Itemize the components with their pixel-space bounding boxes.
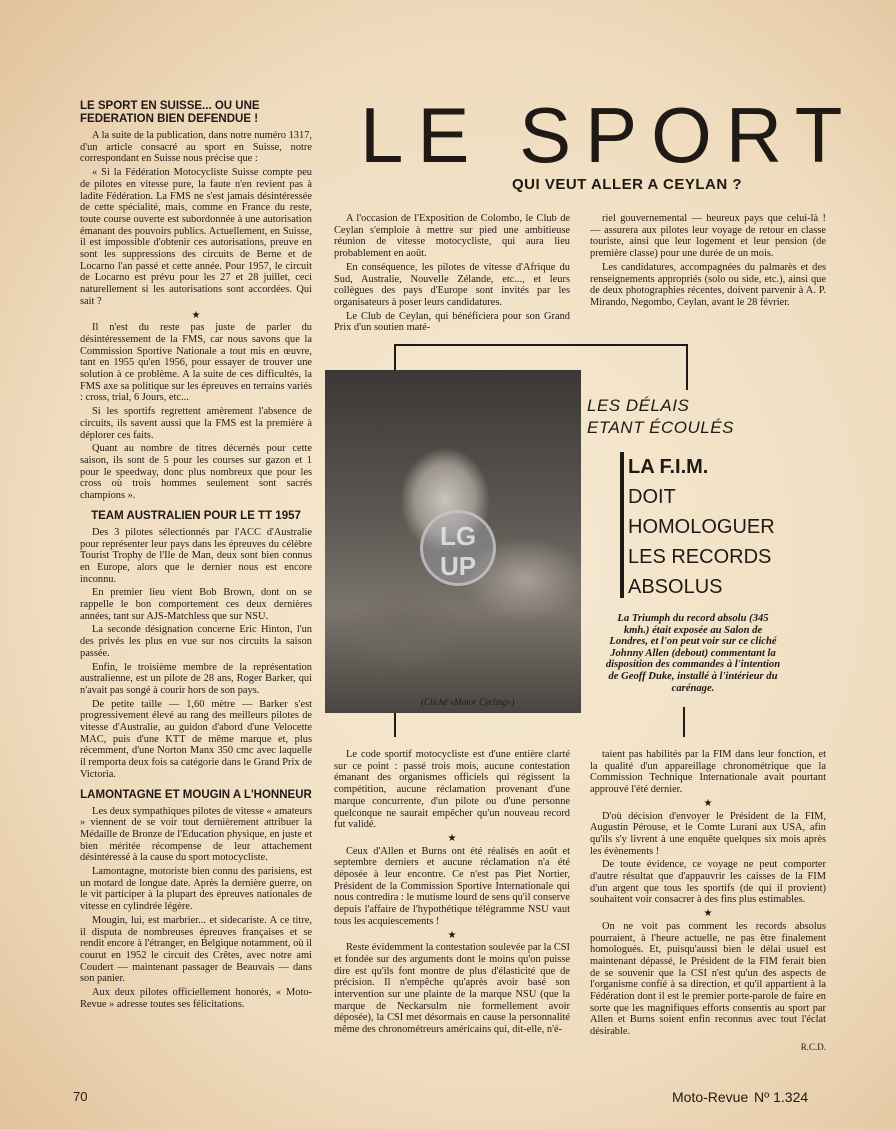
separator-star: ★ — [703, 797, 713, 809]
paragraph: On ne voit pas comment les records absolus pourraient, à l'heure actuelle, ne pas être finalement homologués. Et, puisqu'aussi bien le délai usuel est maintenant dépassé, le Président de la FIM ferait bien de se souvenir que la CSI n'est qu'un des aspects de l'organisme confié à sa direction, et qu'il appartient à la Fédération dont il est le premier porte-parole de faire en sorte que les magnifiques efforts consentis au sport par Allen et Burns soient enfin reconnus avec tout l'éclat désirable. — [590, 920, 826, 1038]
feature-headline — [628, 452, 775, 602]
body-column-2 — [590, 749, 826, 1038]
intro-column-2 — [590, 213, 826, 311]
signature: R.C.D. — [800, 1041, 826, 1052]
rule-vertical-left — [394, 344, 396, 370]
paragraph: Ceux d'Allen et Burns ont été réalisés en août et septembre derniers et aucune réclamation n'a été déposée à leur encontre. Ce n'est pas Piet Nortier, Président de la Commission Sportive Internationale qui nous contredira : le mutisme lourd de sens qu'il conserve depuis l'affaire de l'hypothétique télégramme NSU vaut tous les acquiescements ! — [334, 845, 570, 927]
page-subtitle: QUI VEUT ALLER A CEYLAN ? — [512, 176, 742, 193]
paragraph: Le Club de Ceylan, qui bénéficiera pour son Grand Prix d'un soutien maté- — [334, 310, 570, 334]
separator-star: ★ — [447, 929, 457, 941]
paragraph: taient pas habilités par la FIM dans leur fonction, et la qualité d'un appareillage chronométrique que la Commission Technique Internationale avait pourtant approuvé l'été dernier. — [590, 749, 826, 796]
paragraph: D'où décision d'envoyer le Président de la FIM, Augustin Pérouse, et le Comte Lurani aux USA, afin qu'ils s'y livrent à une enquête quelques six mois après les évènements ! — [590, 810, 826, 857]
section-title-lamontagne: LAMONTAGNE ET MOUGIN A L'HONNEUR — [80, 788, 312, 801]
feature-kicker-line-1: LES DÉLAIS — [587, 396, 690, 415]
magazine-name: Moto-Revue — [672, 1089, 749, 1105]
paragraph: A la suite de la publication, dans notre numéro 1317, d'un article consacré au sport en Suisse, notre correspondant en Suisse nous précise que : — [80, 130, 312, 165]
section-title-suisse: LE SPORT EN SUISSE... OU UNE FEDERATION BIEN DEFENDUE ! — [80, 100, 260, 125]
paragraph: Le code sportif motocycliste est d'une entière clarté sur ce point : passé trois mois, aucune contestation émanant des organismes officiels qui régissent la compétition, aucune réclamation provenant d'une marque concurrente, d'un pilote ou d'une personne quelconque ne saurait empêcher qu'un nouveau record fut validé. — [334, 749, 570, 831]
body-column-1 — [334, 749, 570, 1038]
paragraph: Reste évidemment la contestation soulevée par la CSI et fondée sur des arguments dont le moins qu'on puisse dire est qu'ils font montre de plus d'élasticité que de précision. Il n'empêche qu'après avoir basé son intervention sur une plainte de la marque NSU (que la marque de Neckarsulm nie formellement avoir déposée), la CSI met désormais en cause la personnalité même des chronométreurs américains qui, dit-elle, n'é- — [334, 942, 570, 1036]
paragraph: Si les sportifs regrettent amèrement l'absence de circuits, ils savent aussi que la FMS est la première à déplorer ces faits. — [80, 406, 312, 441]
page-number: 70 — [73, 1089, 88, 1104]
paragraph: A l'occasion de l'Exposition de Colombo, le Club de Ceylan s'emploie à mettre sur pied une ambitieuse réunion de vitesse motocycliste, qui aura lieu probablement en août. — [334, 213, 570, 260]
rule-vertical-right — [686, 344, 688, 390]
rule-horizontal — [394, 344, 687, 346]
feature-kicker — [587, 395, 734, 439]
paragraph: Les candidatures, accompagnées du palmarès et des renseignements appropriés (solo ou side, etc.), ainsi que de deux photographies récentes, doivent parvenir à A. P. Mirando, Negombo, Ceylan, avant le 28 février. — [590, 261, 826, 308]
issue-number: Nº 1.324 — [754, 1089, 809, 1105]
rule-photo-bottom — [394, 713, 396, 737]
paragraph: En premier lieu vient Bob Brown, dont on se rappelle le bon comportement ces deux dernières années, tant sur AJS-Matchless que sur NSU. — [80, 587, 312, 622]
headline-line-3: HOMOLOGUER — [628, 516, 775, 538]
headline-line-4: LES RECORDS — [628, 546, 772, 568]
paragraph: riel gouvernemental — heureux pays que celui-là ! — assurera aux pilotes leur voyage de retour en classe touriste, ainsi que leur logement et leur pension (de première classe) pour une durée de un mois. — [590, 213, 826, 260]
photo-credit: (Cliché «Motor Cycling») — [421, 697, 515, 707]
rule-caption-bottom — [683, 707, 685, 737]
watermark-logo: LG UP — [420, 510, 496, 586]
intro-column-1 — [334, 213, 570, 336]
left-column — [80, 100, 312, 1013]
rule-headline-left — [620, 452, 624, 598]
paragraph: Lamontagne, motoriste bien connu des parisiens, est un motard de longue date. Après la dernière guerre, on le vit participer à la plupart des épreuves nationales de vitesse en cylindrée légère. — [80, 866, 312, 913]
paragraph: La seconde désignation concerne Eric Hinton, l'un des privés les plus en vue sur nos circuits la saison passée. — [80, 624, 312, 659]
page-title: LE SPORT — [360, 91, 857, 179]
paragraph: Les deux sympathiques pilotes de vitesse « amateurs » viennent de se voir tout dernièrement attribuer la Médaille de Bronze de l'Education physique, en juste et bien méritée récompense de leur attachement désintéressé à la cause du sport motocycliste. — [80, 805, 312, 864]
paragraph: En conséquence, les pilotes de vitesse d'Afrique du Sud, Australie, Nouvelle Zélande, etc..., et leurs collègues des pays d'Europe sont invités par les organisateurs à poser leurs candidatures. — [334, 261, 570, 308]
paragraph: « Si la Fédération Motocycliste Suisse compte peu de pilotes en vitesse pure, la faute n'en revient pas à ladite Fédération. La FMS ne s'est jamais désintéressée de cette spécialité, mais, comme en France du reste, toute course ouverte est subordonnée à une autorisation émanant des pouvoirs publics. Actuellement, en Suisse, il est impossible d'obtenir ces autorisations, preuve en sont les suppressions des circuits de Berne et de Locarno l'an passé et cette année. Pour 1957, le circuit de Locarno est prévu pour les 27 et 28 juillet, ceci naturellement si les autorisations sont accordées. Qui sait ? — [80, 167, 312, 307]
paragraph: Aux deux pilotes officiellement honorés, « Moto-Revue » adresse toutes ses félicitations. — [80, 987, 312, 1010]
record-motorcycle-photo — [325, 370, 581, 713]
paragraph: Enfin, le troisième membre de la représentation australienne, est un pilote de 28 ans, Roger Barker, qui n'avait pas songé à courir hors de son pays. — [80, 661, 312, 696]
section-title-team-australien: TEAM AUSTRALIEN POUR LE TT 1957 — [91, 509, 301, 522]
photo-caption: La Triumph du record absolu (345 kmh.) était exposée au Salon de Londres, et l'on peut voir sur ce cliché Johnny Allen (debout) commentant la disposition des commandes à l'intention de Geoff Duke, installé à l'intérieur du carénage. — [605, 613, 781, 694]
separator-star: ★ — [191, 309, 201, 321]
section-body-suisse — [80, 130, 312, 502]
headline-line-2: DOIT — [628, 486, 676, 508]
paragraph: De toute évidence, ce voyage ne peut comporter d'autre résultat que d'appauvrir les caisses de la FIM d'un argent que tous les sportifs (de qui il provient) souhaitent voir consacrer à des fins plus estimables. — [590, 859, 826, 906]
section-body-team-australien — [80, 527, 312, 781]
paragraph: Quant au nombre de titres décernés pour cette saison, ils sont de 5 pour les courses sur gazon et 1 pour le speedway, donc plus nombreux que pour les cross où trois hommes seulement sont sacrés champions ». — [80, 443, 312, 502]
paragraph: De petite taille — 1,60 mètre — Barker s'est progressivement élevé au rang des meilleurs pilotes de vitesse d'Australie, au guidon d'abord d'une Velocette MAC, puis d'une KTT de même marque et, plus récemment, d'une Norton Manx 350 cmc avec laquelle il remporta deux fois sa catégorie dans le Grand Prix de Victoria. — [80, 698, 312, 780]
paragraph: Des 3 pilotes sélectionnés par l'ACC d'Australie pour représenter leur pays dans les épreuves du célèbre Tourist Trophy de l'Ile de Man, deux sont bien connus en Europe, alors que le dernier nous est encore inconnu. — [80, 526, 312, 585]
headline-line-1: LA F.I.M. — [628, 456, 709, 478]
body-column-2-wrap — [590, 749, 826, 1056]
section-body-lamontagne — [80, 806, 312, 1011]
separator-star: ★ — [703, 908, 713, 920]
paragraph: Mougin, lui, est marbrier... et sidecariste. A ce titre, il disputa de nombreuses épreuves françaises et se rendit encore à l'étranger, en Belgique notamment, où il courut en 1952 le circuit des Crêtes, avec notre ami Coudert — maintenant passager de Beauvais — dans son panier. — [80, 914, 312, 985]
paragraph: Il n'est du reste pas juste de parler du désintéressement de la FMS, car nous savons que la Commission Sportive Nationale a tout mis en œuvre, tant en 1955 qu'en 1956, pour essayer de trouver une solution à ce problème. A la suite de ces difficultés, la FMS axe sa politique sur les épreuves en terrains variés : cross, trial, 6 Jours, etc... — [80, 322, 312, 404]
headline-line-5: ABSOLUS — [628, 576, 723, 598]
feature-kicker-line-2: ETANT ÉCOULÉS — [587, 418, 734, 437]
separator-star: ★ — [447, 832, 457, 844]
